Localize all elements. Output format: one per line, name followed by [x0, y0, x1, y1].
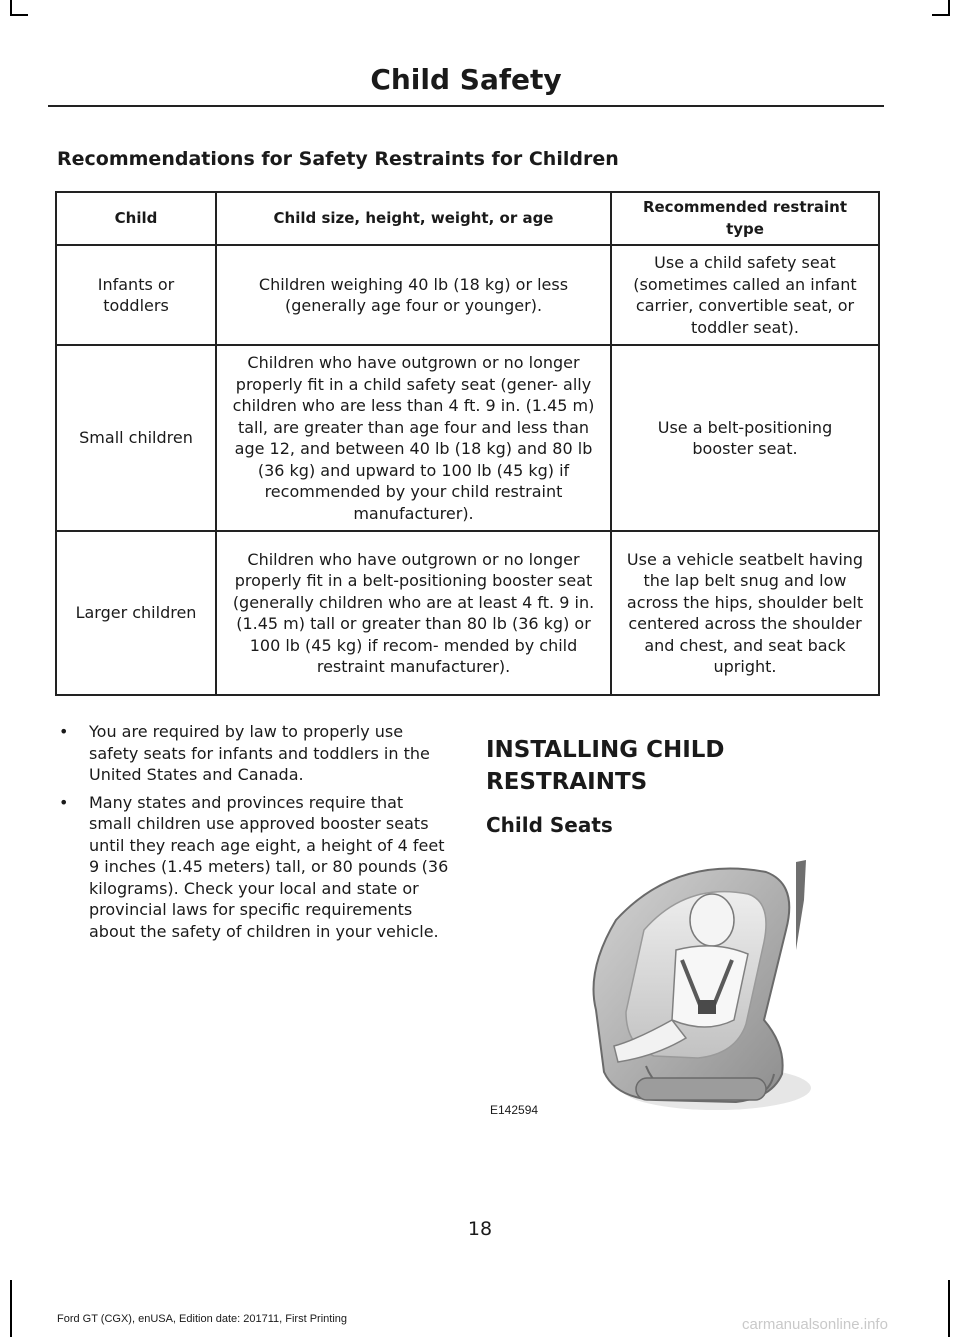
table-row: [56, 245, 879, 345]
crop-mark: [10, 14, 28, 16]
column-header: Recommended restraint type: [611, 192, 879, 245]
child-seat-illustration-icon: [486, 860, 816, 1125]
page-number: 18: [467, 1218, 493, 1240]
cell-restraint: Use a vehicle seatbelt having the lap belt snug and low across the hips, shoulder belt centered across the shoulder and chest, and seat back upright.: [611, 531, 879, 695]
installing-child-restraints-heading: INSTALLING CHILD RESTRAINTS: [486, 737, 725, 795]
cell-child: Infants or toddlers: [56, 245, 216, 345]
recommendations-table: [55, 191, 880, 696]
column-header: Child size, height, weight, or age: [216, 192, 611, 245]
requirements-list: [57, 721, 449, 948]
bullet-glyph: •: [59, 792, 69, 812]
section-title: Recommendations for Safety Restraints for Children: [57, 148, 619, 170]
header-rule: [48, 105, 884, 107]
list-item: [57, 721, 449, 786]
cell-size: Children weighing 40 lb (18 kg) or less (generally age four or younger).: [216, 245, 611, 345]
list-item-text: Many states and provinces require that small children use approved booster seats until they reach age eight, a height of 4 feet 9 inches (1.45 meters) tall, or 80 pounds (36 kilograms). Check your local and state or provincial laws for specific requirements about the safety of children in your vehicle.: [89, 792, 449, 941]
crop-mark: [10, 1280, 12, 1337]
cell-size: Children who have outgrown or no longer properly fit in a child safety seat (gener- ally children who are less than 4 ft. 9 in. (1.45 m) tall, are greater than age four and less than age 12, and between 40 lb (18 kg) and 80 lb (36 kg) and upward to 100 lb (45 kg) if recommended by your child restraint manufacturer).: [216, 345, 611, 531]
column-header: Child: [56, 192, 216, 245]
list-item-text: You are required by law to properly use safety seats for infants and toddlers in the United States and Canada.: [89, 722, 430, 784]
child-seats-heading: Child Seats: [486, 813, 613, 837]
crop-mark: [932, 14, 950, 16]
cell-restraint: Use a belt-positioning booster seat.: [611, 345, 879, 531]
bullet-glyph: •: [59, 722, 69, 741]
list-item: [57, 792, 449, 943]
footer-text: Ford GT (CGX), enUSA, Edition date: 201711, First Printing: [57, 1313, 347, 1325]
cell-restraint: Use a child safety seat (sometimes called an infant carrier, convertible seat, or toddler seat).: [611, 245, 879, 345]
table-row: [56, 345, 879, 531]
watermark-link[interactable]: carmanualsonline.info: [742, 1316, 888, 1333]
cell-size: Children who have outgrown or no longer properly fit in a belt-positioning booster seat (generally children who are at least 4 ft. 9 in. (1.45 m) tall or greater than 80 lb (36 kg) or 100 lb (45 kg) if recom- mended by child restraint manufacturer).: [216, 531, 611, 695]
crop-mark: [948, 1280, 950, 1337]
table-header-row: [56, 192, 879, 245]
page-header-title: Child Safety: [370, 63, 562, 96]
table-row: [56, 531, 879, 695]
cell-child: Larger children: [56, 531, 216, 695]
cell-child: Small children: [56, 345, 216, 531]
figure-id: E142594: [490, 1103, 539, 1117]
